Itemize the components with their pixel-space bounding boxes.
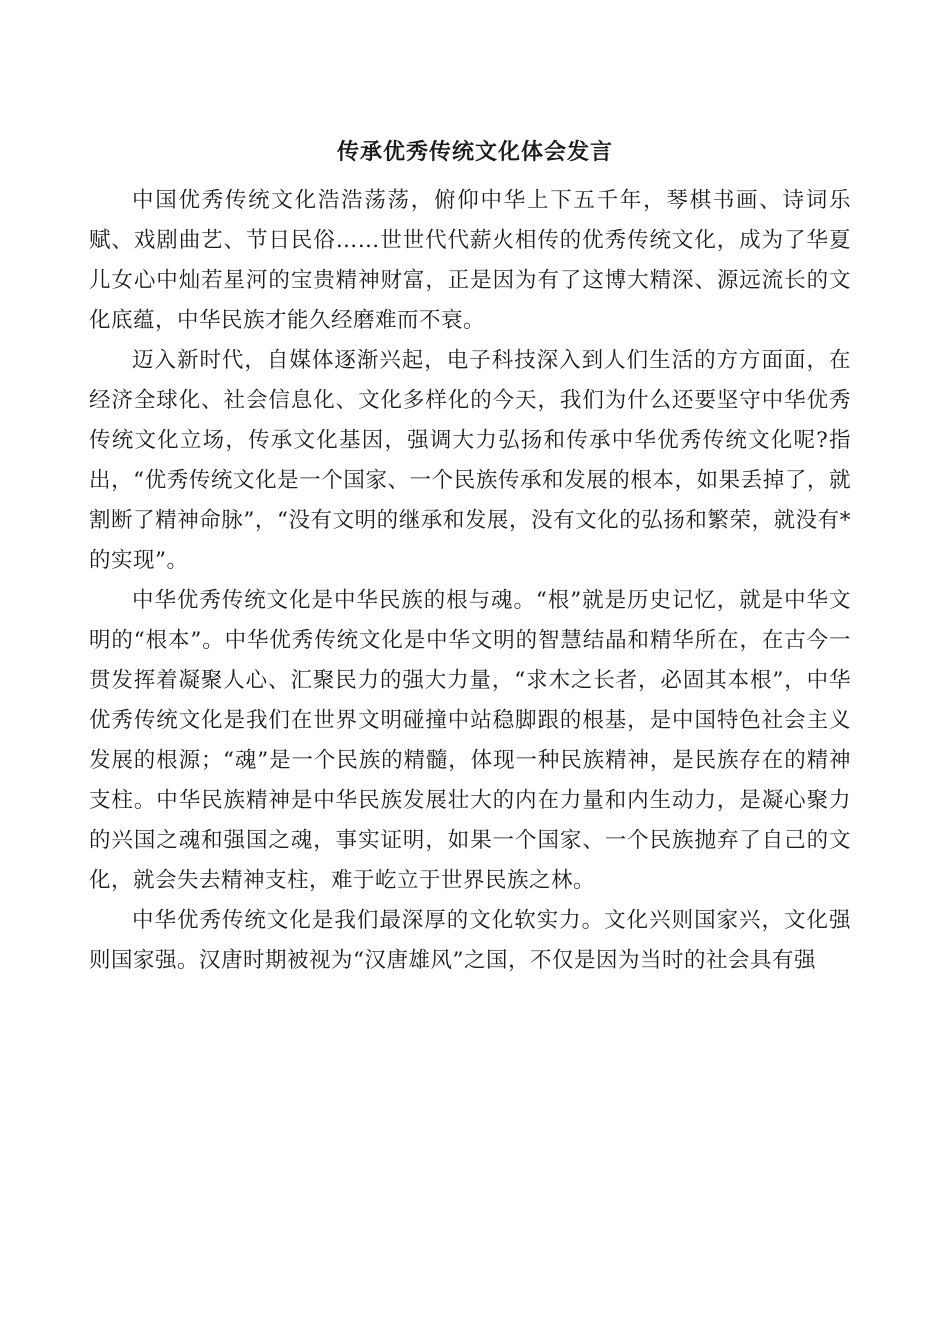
- paragraph-4: 中华优秀传统文化是我们最深厚的文化软实力。文化兴则国家兴，文化强则国家强。汉唐时期被视为“汉唐雄风”之国，不仅是因为当时的社会具有强: [89, 908, 851, 973]
- paragraph-3: 中华优秀传统文化是中华民族的根与魂。“根”就是历史记忆，就是中华文明的“根本”。中华优秀传统文化是中华文明的智慧结晶和精华所在，在古今一贯发挥着凝聚人心、汇聚民力的强大力量，“求木之长者，必固其本根”，中华优秀传统文化是我们在世界文明碰撞中站稳脚跟的根基，是中国特色社会主义发展的根源；“魂”是一个民族的精髓，体现一种民族精神，是民族存在的精神支柱。中华民族精神是中华民族发展壮大的内在力量和内生动力，是凝心聚力的兴国之魂和强国之魂，事实证明，如果一个国家、一个民族抛弃了自己的文化，就会失去精神支柱，难于屹立于世界民族之林。: [89, 588, 851, 893]
- paragraph-2: 迈入新时代，自媒体逐渐兴起，电子科技深入到人们生活的方方面面，在经济全球化、社会信息化、文化多样化的今天，我们为什么还要坚守中华优秀传统文化立场，传承文化基因，强调大力弘扬和传承中华优秀传统文化呢?指出，“优秀传统文化是一个国家、一个民族传承和发展的根本，如果丢掉了，就割断了精神命脉”，“没有文明的继承和发展，没有文化的弘扬和繁荣，就没有*的实现”。: [89, 348, 851, 573]
- paragraph-1: 中国优秀传统文化浩浩荡荡，俯仰中华上下五千年，琴棋书画、诗词乐赋、戏剧曲艺、节日民俗……世世代代薪火相传的优秀传统文化，成为了华夏儿女心中灿若星河的宝贵精神财富，正是因为有了这博大精深、源远流长的文化底蕴，中华民族才能久经磨难而不衰。: [89, 188, 851, 333]
- document-title: 传承优秀传统文化体会发言: [336, 139, 613, 165]
- document-body: [89, 181, 851, 981]
